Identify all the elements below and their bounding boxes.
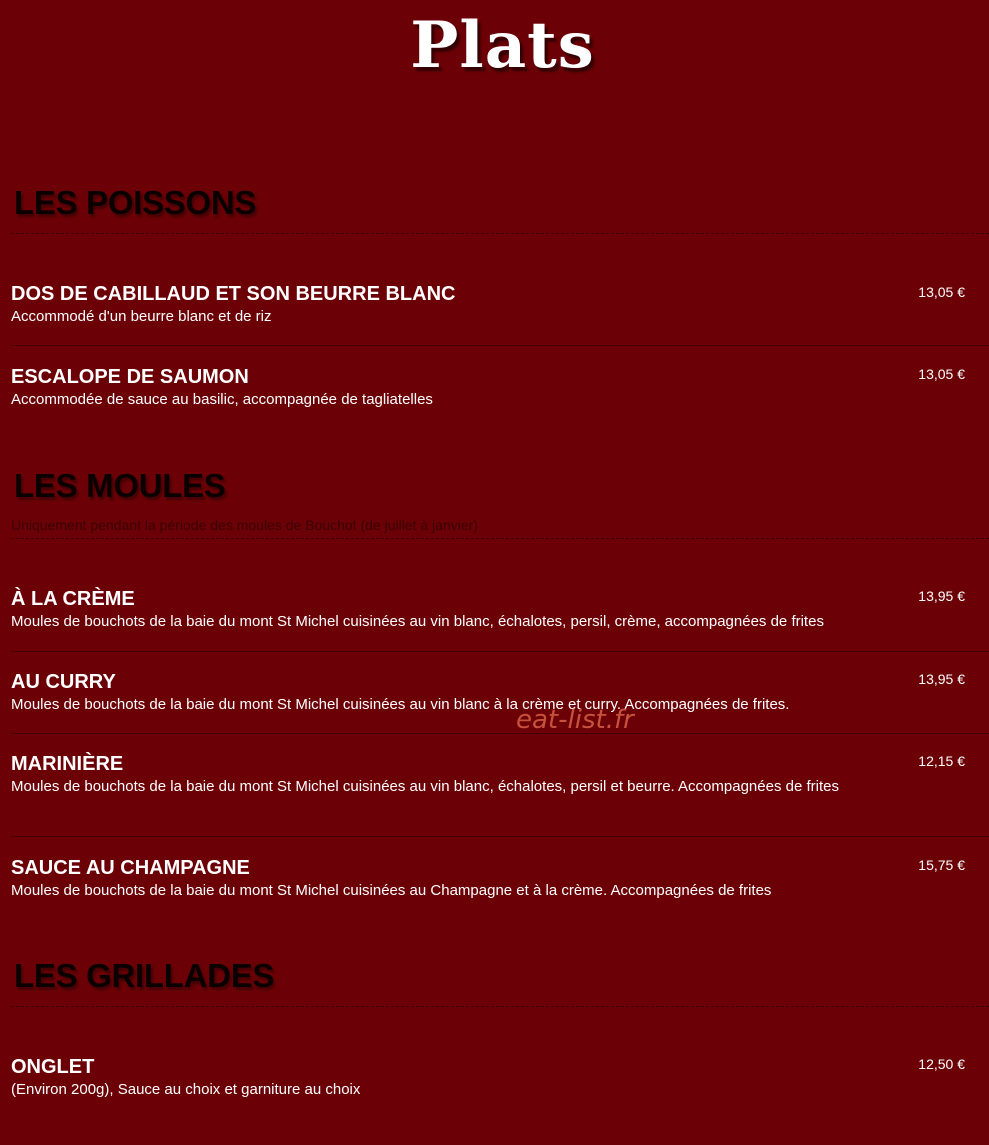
section-grillades [11, 956, 989, 1007]
section-divider [11, 538, 989, 539]
item-divider [11, 836, 989, 837]
item-price: 12,50 € [918, 1056, 965, 1072]
item-price: 15,75 € [918, 857, 965, 873]
section-note: Uniquement pendant la période des moules de Bouchot (de juillet à janvier) [11, 517, 478, 533]
section-poissons [11, 183, 989, 234]
menu-item [11, 364, 971, 410]
menu-item [11, 281, 971, 327]
item-description: Moules de bouchots de la baie du mont St Michel cuisinées au vin blanc, échalotes, persil et beurre. Accompagnées de frites [11, 778, 839, 795]
section-title: LES GRILLADES [14, 957, 275, 994]
section-moules [11, 466, 989, 539]
item-name: ONGLET [11, 1056, 95, 1078]
item-name: À LA CRÈME [11, 588, 135, 610]
item-name: DOS DE CABILLAUD ET SON BEURRE BLANC [11, 283, 456, 305]
item-price: 13,05 € [918, 366, 965, 382]
page-title: Plats [410, 8, 595, 83]
item-divider [11, 733, 989, 734]
menu-item [11, 751, 971, 797]
menu-item [11, 669, 971, 715]
item-name: AU CURRY [11, 671, 116, 693]
menu-item [11, 1054, 971, 1100]
item-divider [11, 345, 989, 346]
item-name: SAUCE AU CHAMPAGNE [11, 857, 250, 879]
section-title: LES MOULES [14, 467, 226, 504]
item-price: 13,05 € [918, 284, 965, 300]
item-divider [11, 651, 989, 652]
item-description: (Environ 200g), Sauce au choix et garniture au choix [11, 1081, 361, 1098]
item-description: Moules de bouchots de la baie du mont St Michel cuisinées au vin blanc à la crème et curry. Accompagnées de frites. [11, 696, 790, 713]
section-title: LES POISSONS [14, 184, 257, 221]
menu-item [11, 855, 971, 901]
watermark: eat-list.fr [516, 705, 634, 735]
item-name: MARINIÈRE [11, 753, 124, 775]
item-description: Accommodée de sauce au basilic, accompagnée de tagliatelles [11, 391, 433, 408]
section-divider [11, 233, 989, 234]
item-price: 13,95 € [918, 588, 965, 604]
item-price: 12,15 € [918, 753, 965, 769]
item-description: Moules de bouchots de la baie du mont St Michel cuisinées au vin blanc, échalotes, persil, crème, accompagnées de frites [11, 613, 824, 630]
item-description: Moules de bouchots de la baie du mont St Michel cuisinées au Champagne et à la crème. Accompagnées de frites [11, 882, 772, 899]
item-description: Accommodé d'un beurre blanc et de riz [11, 308, 272, 325]
item-name: ESCALOPE DE SAUMON [11, 366, 249, 388]
section-divider [11, 1006, 989, 1007]
item-price: 13,95 € [918, 671, 965, 687]
menu-item [11, 586, 971, 632]
